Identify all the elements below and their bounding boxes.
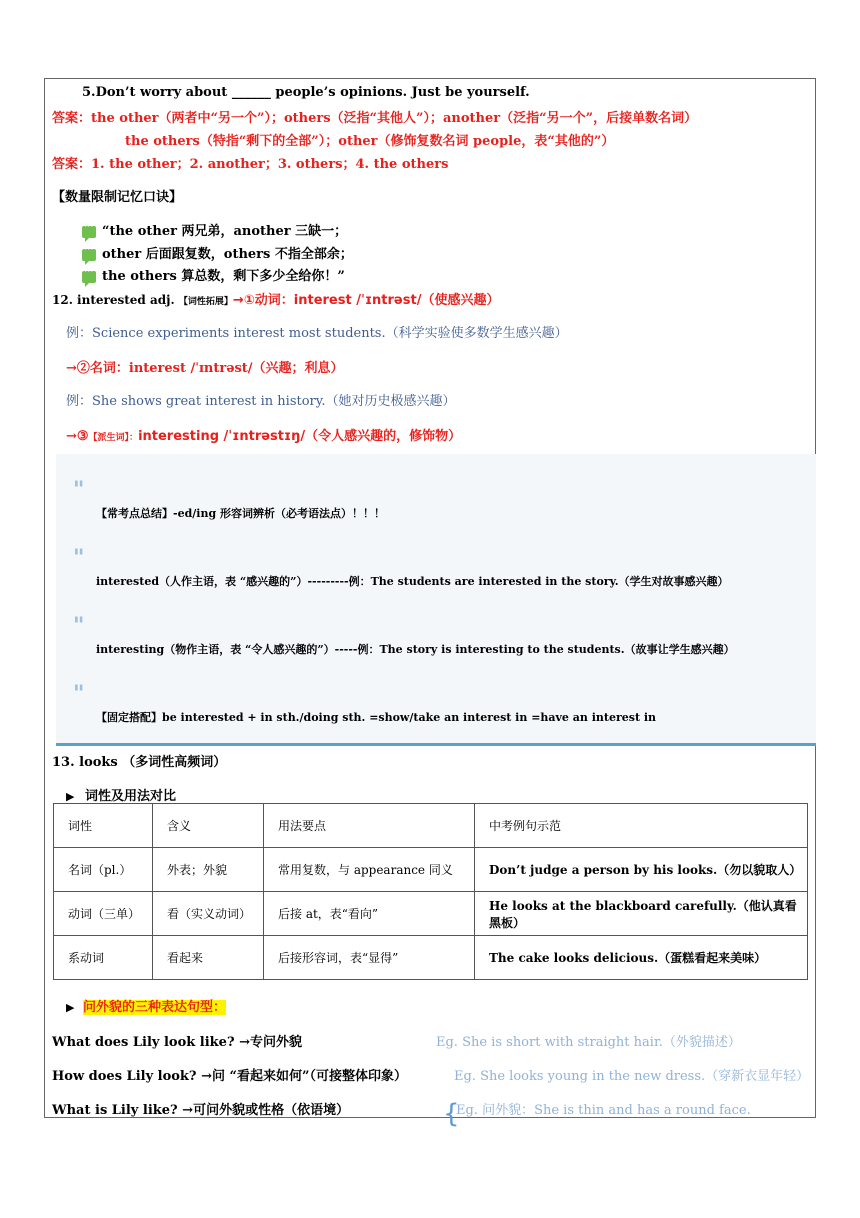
example-1: 例：Science experiments interest most students.（科学实验使多数学生感兴趣） xyxy=(66,326,568,341)
item-13-subhead: ▶ 词性及用法对比 xyxy=(66,789,177,804)
chat-bubble-icon xyxy=(82,226,96,238)
triangle-bullet-icon: ▶ xyxy=(66,1001,75,1014)
summary-panel xyxy=(56,454,816,744)
quote-icon: " xyxy=(73,478,85,503)
chat-bubble-icon xyxy=(82,249,96,261)
summary-interesting: interesting（物作主语，表 “令人感兴趣的”）-----例：The story is interesting to the students.（故事让学生感兴趣） xyxy=(96,643,735,656)
quote-icon: " xyxy=(73,682,85,707)
mnemonic-line: ···“the other 两兄弟，another 三缺一； xyxy=(82,220,347,239)
table-row xyxy=(54,936,808,980)
answer-explanation-1: 答案：the other（两者中“另一个”）；others（泛指“其他人”）；another（泛指“另一个”，后接单数名词） xyxy=(52,111,698,126)
answer-explanation-2: the others（特指“剩下的全部”）；other（修饰复数名词 people，表“其他的”） xyxy=(125,134,615,149)
table-cell: 看（实义动词） xyxy=(153,892,264,936)
answer-label: 答案： xyxy=(52,111,92,126)
table-header-row xyxy=(54,804,808,848)
table-header-cell: 用法要点 xyxy=(264,804,475,848)
triangle-bullet-icon: ▶ xyxy=(66,790,75,803)
summary-collocation: 【固定搭配】be interested + in sth./doing sth. =show/take an interest in =have an interest in xyxy=(96,711,657,724)
example-what-like: Eg. 问外貌：She is thin and has a round face. xyxy=(456,1103,751,1118)
looks-table xyxy=(53,803,808,980)
summary-interested: interested（人作主语，表 “感兴趣的”）---------例：The students are interested in the story.（学生对故事感兴趣） xyxy=(96,575,729,588)
table-header-cell: 中考例句示范 xyxy=(475,804,808,848)
example-how-look: Eg. She looks young in the new dress.（穿新衣显年轻） xyxy=(454,1069,810,1084)
question-5 xyxy=(82,85,530,100)
example-2: 例：She shows great interest in history.（她对历史极感兴趣） xyxy=(66,394,456,409)
table-cell: 看起来 xyxy=(153,936,264,980)
panel-underline xyxy=(56,743,816,746)
item-12-head: 12. interested adj. 【词性拓展】→①动词：interest /ˈɪntrəst/（使感兴趣） xyxy=(52,293,500,308)
example-look-like: Eg. She is short with straight hair.（外貌描述） xyxy=(436,1035,741,1050)
summary-title: 【常考点总结】-ed/ing 形容词辨析（必考语法点）！！！ xyxy=(96,507,385,520)
table-cell: The cake looks delicious.（蛋糕看起来美味） xyxy=(475,936,808,980)
table-header-cell: 词性 xyxy=(54,804,153,848)
question-look-like: What does Lily look like? →专问外貌 xyxy=(52,1035,302,1050)
mnemonic-title: 【数量限制记忆口诀】 xyxy=(52,190,183,205)
derivative-form: →③【派生词】：interesting /ˈɪntrəstɪŋ/（令人感兴趣的，修饰物） xyxy=(66,429,462,444)
table-cell: 动词（三单） xyxy=(54,892,153,936)
table-cell: 外表；外貌 xyxy=(153,848,264,892)
verb-form: →①动词：interest /ˈɪntrəst/（使感兴趣） xyxy=(232,293,500,308)
table-cell: 后接形容词，表“显得” xyxy=(264,936,475,980)
table-header-cell: 含义 xyxy=(153,804,264,848)
brace-icon: { xyxy=(443,1099,460,1129)
table-cell: 名词（pl.） xyxy=(54,848,153,892)
mnemonic-line: ···the others 算总数，剩下多少全给你！” xyxy=(82,265,345,284)
table-cell: 系动词 xyxy=(54,936,153,980)
question-how-look: How does Lily look? →问 “看起来如何”（可接整体印象） xyxy=(52,1069,407,1084)
answer-final: 答案：1. the other；2. another；3. others；4. the others xyxy=(52,157,449,172)
question-what-like: What is Lily like? →可问外貌或性格（依语境） xyxy=(52,1103,350,1118)
noun-form: →②名词：interest /ˈɪntrəst/（兴趣；利息） xyxy=(66,361,344,376)
word-class-tag: 【词性拓展】 xyxy=(178,297,233,307)
appearance-subhead xyxy=(66,996,226,1015)
table-cell: 后接 at，表“看向” xyxy=(264,892,475,936)
quote-icon: " xyxy=(73,614,85,639)
item-13-head: 13. looks （多词性高频词） xyxy=(52,755,227,770)
mnemonic-line: ···other 后面跟复数，others 不指全部余； xyxy=(82,243,353,262)
question-number: 5. xyxy=(82,85,96,100)
question-text: Don’t worry about ______ people’s opinions. Just be yourself. xyxy=(95,85,530,100)
table-cell: He looks at the blackboard carefully.（他认真看黑板） xyxy=(475,892,808,936)
quote-icon: " xyxy=(73,546,85,571)
table-cell: 常用复数，与 appearance 同义 xyxy=(264,848,475,892)
table-row xyxy=(54,848,808,892)
table-row xyxy=(54,892,808,936)
chat-bubble-icon xyxy=(82,271,96,283)
highlighted-title: 问外貌的三种表达句型： xyxy=(83,1000,227,1015)
table-cell: Don’t judge a person by his looks.（勿以貌取人） xyxy=(475,848,808,892)
